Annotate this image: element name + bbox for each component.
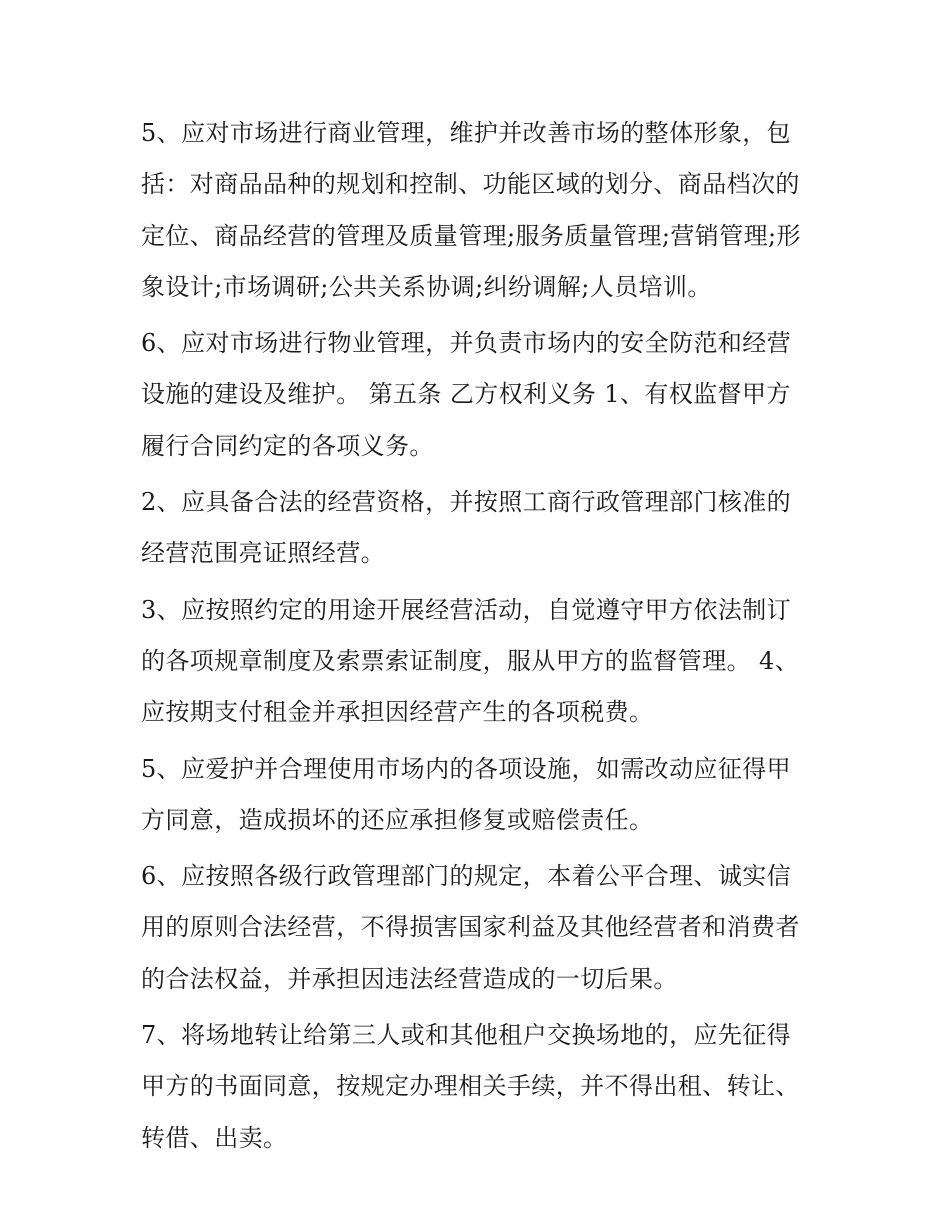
paragraph-lawful-operation: 6、应按照各级行政管理部门的规定，本着公平合理、诚实信用的原则合法经营，不得损害国家利益及其他经营者和消费者的合法权益，并承担因违法经营造成的一切后果。 — [141, 862, 800, 993]
paragraph-property-management: 6、应对市场进行物业管理，并负责市场内的安全防范和经营设施的建设及维护。 第五条 乙方权利义务 1、有权监督甲方履行合同约定的各项义务。 — [141, 329, 792, 460]
paragraph-business-activities: 3、应按照约定的用途开展经营活动，自觉遵守甲方依法制订的各项规章制度及索票索证制度，服从甲方的监督管理。 4、应按期支付租金并承担因经营产生的各项税费。 — [141, 595, 800, 727]
paragraph-facility-care: 5、应爱护并合理使用市场内的各项设施，如需改动应征得甲方同意，造成损坏的还应承担修复或赔偿责任。 — [141, 754, 792, 834]
paragraph-merchant-management: 5、应对市场进行商业管理，维护并改善市场的整体形象，包括：对商品品种的规划和控制、功能区域的划分、商品档次的定位、商品经营的管理及质量管理;服务质量管理;营销管理;形象设计;市场调研;公共关系协调;纠纷调解;人员培训。 — [141, 119, 801, 301]
document-body — [141, 108, 813, 1169]
paragraph-space-transfer: 7、将场地转让给第三人或和其他租户交换场地的，应先征得甲方的书面同意，按规定办理相关手续，并不得出租、转让、转借、出卖。 — [141, 1021, 800, 1152]
paragraph-legal-qualification: 2、应具备合法的经营资格，并按照工商行政管理部门核准的经营范围亮证照经营。 — [141, 488, 792, 568]
